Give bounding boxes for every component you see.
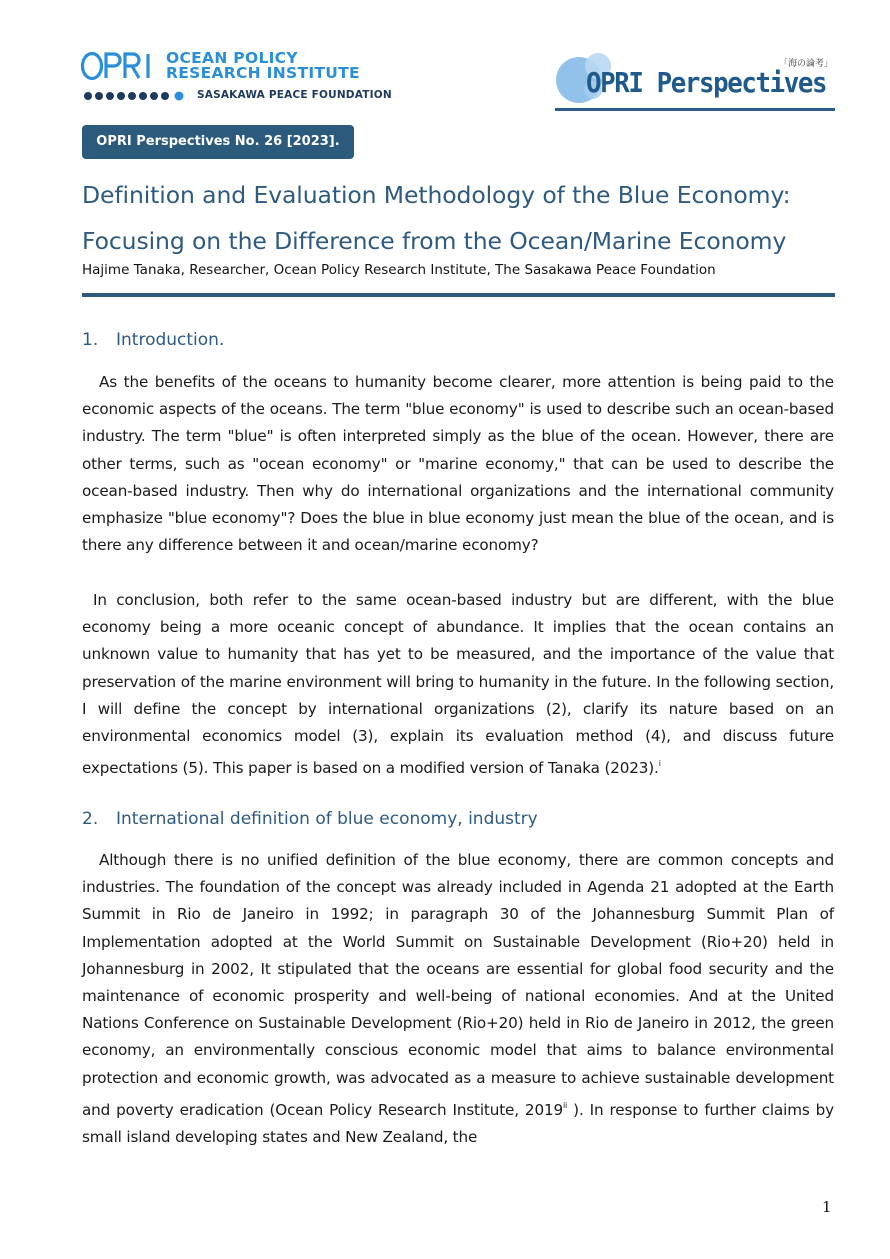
section-number: 2. [82,809,99,829]
foundation-name: SASAKAWA PEACE FOUNDATION [197,89,392,101]
title-line-1: Definition and Evaluation Methodology of the Blue Economy: [82,181,791,209]
paragraph-text: In conclusion, both refer to the same ocean-based industry but are different, with the blue economy being a more oceanic concept of abundance. It implies that the ocean contains an unknown value to humanity that has yet to be measured, and the importance of the value that preservation of the marine environment will bring to humanity in the future. In the following section, I will define the concept by international organizations (2), clarify its nature based on an environmental economics model (3), explain its evaluation method (4), and discuss future expectations (5). This paper is based on a modified version of Tanaka (2023). [82,591,834,778]
section-number: 1. [82,330,99,350]
section-title: International definition of blue economy, industry [116,809,538,829]
org-name-line1: OCEAN POLICY [166,49,298,67]
endnote-marker[interactable]: ii [562,1100,568,1110]
series-badge: OPRI Perspectives No. 26 [2023]. [82,125,354,159]
org-name-line2: RESEARCH INSTITUTE [166,64,360,82]
paragraph-intro-2 [82,587,834,782]
paragraph-text: As the benefits of the oceans to humanity become clearer, more attention is being paid to the economic aspects of the oceans. The term "blue economy" is used to describe such an ocean-based industry. The term "blue" is often interpreted simply as the blue of the ocean. However, there are other terms, such as "ocean economy" or "marine economy," that can be used to describe the ocean-based industry. Then why do international organizations and the international community emphasize "blue economy"? Does the blue in blue economy just mean the blue of the ocean, and is there any difference between it and ocean/marine economy? [82,373,834,555]
perspectives-japanese-label: 「海の論考」 [778,59,833,69]
section-heading-international-definition [82,809,538,829]
author-line: Hajime Tanaka, Researcher, Ocean Policy Research Institute, The Sasakawa Peace Foundation [82,262,716,278]
paragraph-section2-1 [82,847,834,1151]
paragraph-intro-1 [82,369,834,559]
page-header [0,0,890,120]
org-name [166,51,360,81]
paragraph-text-continued: ). In response to further claims by small island developing states and New Zealand, the [82,1100,834,1147]
article-title [82,172,842,264]
page-number: 1 [822,1198,832,1216]
title-line-2: Focusing on the Difference from the Ocean/Marine Economy [82,227,787,255]
opri-logo [80,50,158,82]
perspectives-title: OPRI Perspectives [586,66,827,99]
section-title: Introduction. [116,330,225,350]
section-heading-introduction [82,330,224,350]
paragraph-text: Although there is no unified definition of the blue economy, there are common concepts and industries. The foundation of the concept was already included in Agenda 21 adopted at the Earth Summit in Rio de Janeiro in 1992; in paragraph 30 of the Johannesburg Summit Plan of Implementation adopted at the World Summit on Sustainable Development (Rio+20) held in Johannesburg in 2002, It stipulated that the oceans are essential for global food security and the maintenance of economic prosperity and well-being of national economies. And at the United Nations Conference on Sustainable Development (Rio+20) held in Rio de Janeiro in 2012, the green economy, an environmentally conscious economic model that aims to balance environmental protection and economic growth, was advocated as a measure to achieve sustainable development and poverty eradication (Ocean Policy Research Institute, 2019 [82,851,834,1119]
logo-wordmark: OPRI [80,50,83,51]
title-divider [82,293,835,297]
endnote-marker[interactable]: i [658,759,661,769]
header-divider [555,108,835,111]
dots-decoration-icon [83,90,193,102]
